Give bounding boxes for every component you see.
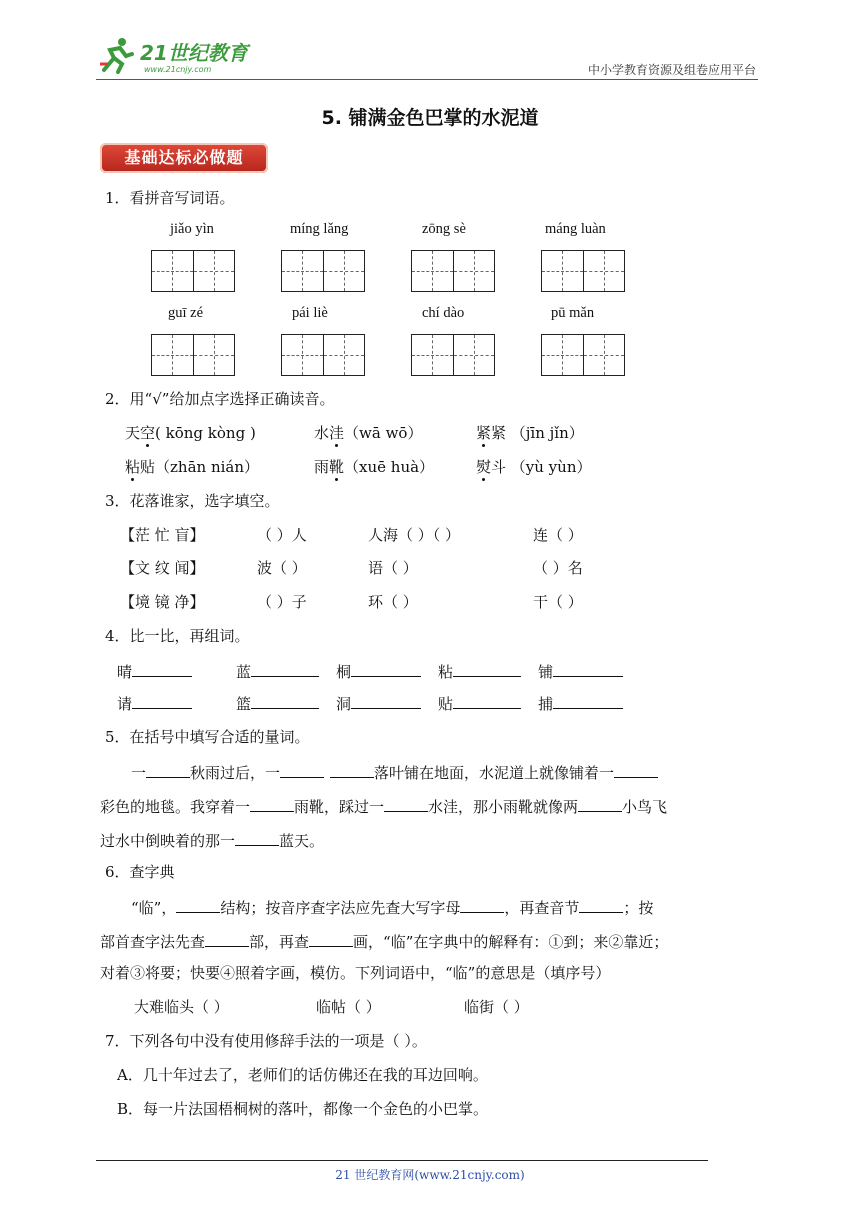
q3-blank[interactable]: 环（ ） xyxy=(368,593,418,611)
q6-blank[interactable]: 大难临头（ ） xyxy=(134,998,229,1016)
writing-grid[interactable] xyxy=(151,334,235,376)
pinyin-3: zōng sè xyxy=(422,221,466,237)
q2-option[interactable]: 雨靴（xuē huà） xyxy=(314,458,435,476)
pinyin-5: guī zé xyxy=(168,305,204,321)
pinyin-4: máng luàn xyxy=(545,221,606,237)
q2-option[interactable]: 粘贴（zhān nián） xyxy=(125,458,260,476)
q4-stem: 4．比一比，再组词。 xyxy=(105,627,250,645)
writing-grid[interactable] xyxy=(411,250,495,292)
runner-logo-icon xyxy=(96,34,266,76)
q5-line[interactable]: 彩色的地毯。我穿着一 雨靴，踩过一 水洼，那小雨靴就像两 小鸟飞 xyxy=(100,795,667,817)
writing-grid[interactable] xyxy=(281,250,365,292)
q3-stem: 3．花落谁家，选字填空。 xyxy=(105,492,280,510)
q3-chars: 【文 纹 闻】 xyxy=(120,559,205,577)
svg-text:21世纪教育: 21世纪教育 xyxy=(140,41,248,65)
q4-row[interactable]: 请 篮 洞 贴 捕 xyxy=(117,692,623,714)
page-title: 5. 铺满金色巴掌的水泥道 xyxy=(321,107,539,129)
site-logo xyxy=(96,34,266,76)
q3-blank[interactable]: （ ）子 xyxy=(257,593,307,611)
writing-grid[interactable] xyxy=(281,334,365,376)
platform-name: 中小学教育资源及组卷应用平台 xyxy=(587,63,756,77)
q3-blank[interactable]: 干（ ） xyxy=(533,593,583,611)
q3-blank[interactable]: 语（ ） xyxy=(368,559,418,577)
footer-divider xyxy=(96,1160,708,1161)
q1-stem: 1．看拼音写词语。 xyxy=(105,189,235,207)
q6-line: 对着③将要；快要④照着字画，模仿。下列词语中，“临”的意思是（填序号） xyxy=(100,964,611,982)
q3-blank[interactable]: （ ）名 xyxy=(533,559,583,577)
pinyin-8: pū mǎn xyxy=(551,305,595,321)
writing-grid[interactable] xyxy=(541,250,625,292)
q5-line[interactable]: 一 秋雨过后，一 落叶铺在地面，水泥道上就像铺着一 xyxy=(131,761,658,783)
q6-blank[interactable]: 临街（ ） xyxy=(464,998,529,1016)
pinyin-6: pái liè xyxy=(292,305,328,321)
q6-line[interactable]: “临”， 结构；按音序查字法应先查大写字母 ，再查音节 ；按 xyxy=(131,896,653,918)
header-divider xyxy=(96,79,758,80)
q2-stem: 2．用“√”给加点字选择正确读音。 xyxy=(105,390,335,408)
q3-chars: 【境 镜 净】 xyxy=(120,593,205,611)
q2-option[interactable]: 水洼（wā wō） xyxy=(314,424,423,442)
q7-option-a[interactable]: A．几十年过去了，老师们的话仿佛还在我的耳边回响。 xyxy=(117,1066,488,1084)
q6-blank[interactable]: 临帖（ ） xyxy=(316,998,381,1016)
pinyin-7: chí dào xyxy=(422,305,465,321)
writing-grid[interactable] xyxy=(541,334,625,376)
q6-line[interactable]: 部首查字法先查 部，再查 画，“临”在字典中的解释有：①到；来②靠近； xyxy=(100,930,668,952)
writing-grid[interactable] xyxy=(151,250,235,292)
q3-blank[interactable]: 连（ ） xyxy=(533,526,583,544)
q6-stem: 6．查字典 xyxy=(105,863,175,881)
q7-option-b[interactable]: B．每一片法国梧桐树的落叶，都像一个金色的小巴掌。 xyxy=(117,1100,489,1118)
pinyin-2: míng lǎng xyxy=(290,221,349,237)
footer-link[interactable]: 21 世纪教育网(www.21cnjy.com) xyxy=(335,1168,525,1182)
q5-line[interactable]: 过水中倒映着的那一 蓝天。 xyxy=(100,829,324,851)
q2-option[interactable]: 熨斗 （yù yùn） xyxy=(476,458,592,476)
q3-blank[interactable]: （ ）人 xyxy=(257,526,307,544)
pinyin-1: jiǎo yìn xyxy=(170,221,214,237)
q3-blank[interactable]: 波（ ） xyxy=(257,559,307,577)
writing-grid[interactable] xyxy=(411,334,495,376)
q2-option[interactable]: 天空( kōng kòng ) xyxy=(125,424,256,442)
svg-text:www.21cnjy.com: www.21cnjy.com xyxy=(144,65,212,74)
q3-blank[interactable]: 人海（ ）（ ） xyxy=(368,526,461,544)
q7-stem: 7．下列各句中没有使用修辞手法的一项是（ ）。 xyxy=(105,1032,427,1050)
q5-stem: 5．在括号中填写合适的量词。 xyxy=(105,728,310,746)
section-badge: 基础达标必做题 xyxy=(100,143,268,173)
q3-chars: 【茫 忙 盲】 xyxy=(120,526,205,544)
q2-option[interactable]: 紧紧 （jīn jǐn） xyxy=(476,424,584,442)
q4-row[interactable]: 晴 蓝 桐 粘 铺 xyxy=(117,660,623,682)
